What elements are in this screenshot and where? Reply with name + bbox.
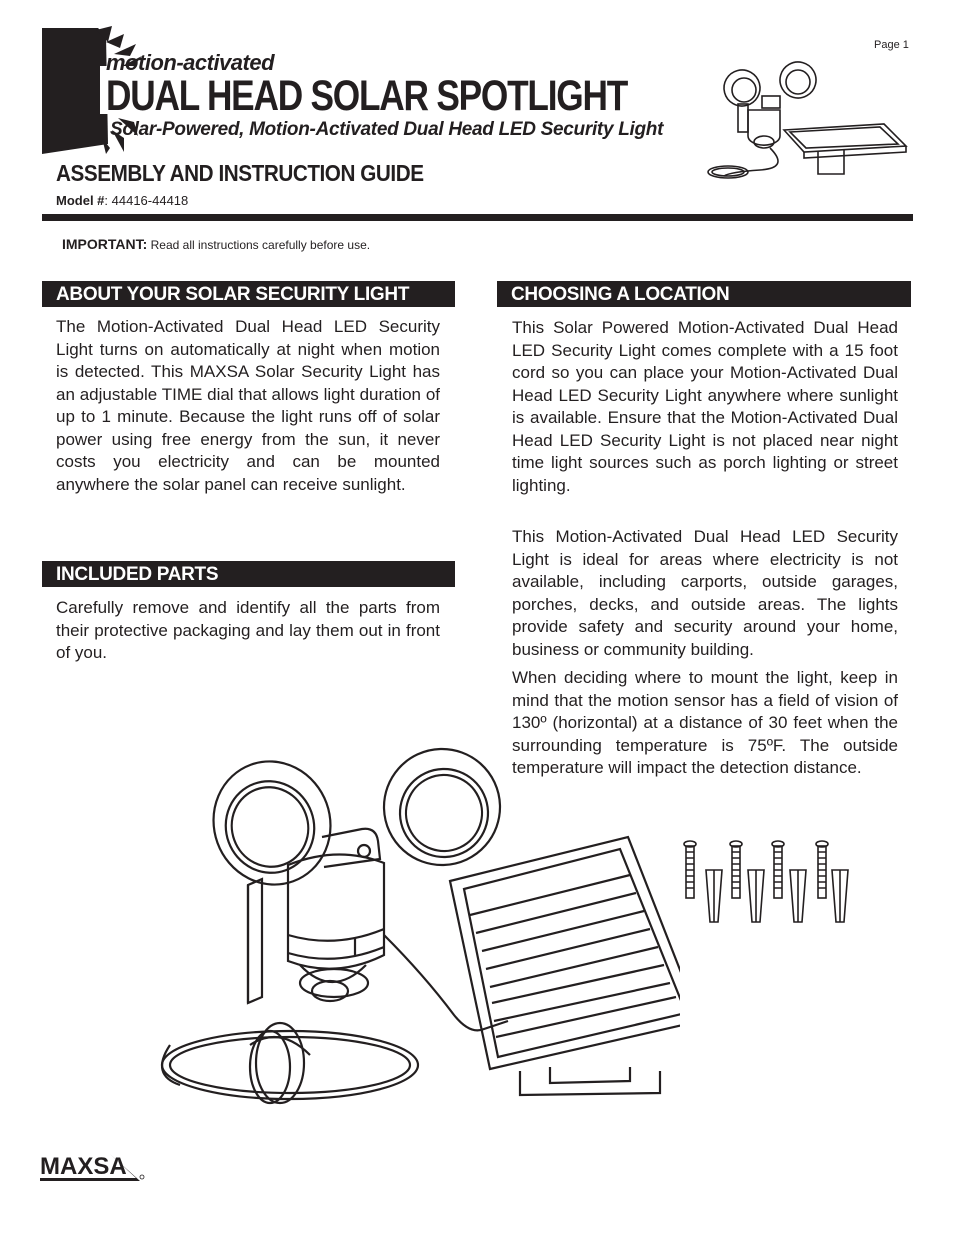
section-heading-choosing-location: CHOOSING A LOCATION [497,281,911,307]
product-tagline: Solar-Powered, Motion-Activated Dual Head LED Security Light [110,119,664,140]
product-thumbnail-illustration [700,60,910,190]
location-paragraph-1: This Solar Powered Motion-Activated Dual Head LED Security Light comes complete with a 15 foot cord so you can place your Motion-Activated Dual Head LED Security Light anywhere where sunlight is available. Ensure that the Motion-Activated Dual Head LED Security Light is not placed near night time light sources such as porch lighting or street lighting. [512,318,898,495]
section-heading-included-parts: INCLUDED PARTS [42,561,455,587]
guide-title: ASSEMBLY AND INSTRUCTION GUIDE [56,160,424,186]
location-paragraph-2: This Motion-Activated Dual Head LED Security Light is ideal for areas where electricity is not available, including carports, outside garages, porches, decks, and outside areas. The lights provide safety and security around your home, business or community building. [512,527,898,659]
important-label: IMPORTANT: [62,236,148,252]
header-divider [42,214,913,221]
included-parts-body: Carefully remove and identify all the parts from their protective packaging and lay them out in front of you. [56,598,440,662]
model-value: : 44416-44418 [104,193,189,208]
model-label: Model # [56,193,105,208]
section-heading-about: ABOUT YOUR SOLAR SECURITY LIGHT [42,281,455,307]
maxsa-logo-text: MAXSA [40,1153,127,1180]
maxsa-logo [40,1150,150,1184]
important-notice [62,236,370,252]
parts-illustration [150,745,680,1115]
model-number [56,193,188,208]
location-paragraph-3: When deciding where to mount the light, keep in mind that the motion sensor has a field of vision of 130º (horizontal) at a distance of 30 feet when the surrounding temperature is 75ºF. The outside temperature will impact the detection distance. [512,668,898,777]
about-body: The Motion-Activated Dual Head LED Security Light turns on automatically at night when motion is detected. This MAXSA Solar Security Light has an adjustable TIME dial that allows light duration of up to 1 minute. Because the light runs off of solar power using free energy from the sun, it never costs you electricity and can be mounted anywhere the solar panel can receive sunlight. [56,317,440,494]
screws-and-anchors-illustration [680,836,860,928]
brand-line: motion-activated [106,50,275,75]
page-number: Page 1 [874,39,909,51]
product-title: DUAL HEAD SOLAR SPOTLIGHT [106,72,628,120]
important-text: Read all instructions carefully before use. [147,238,371,252]
